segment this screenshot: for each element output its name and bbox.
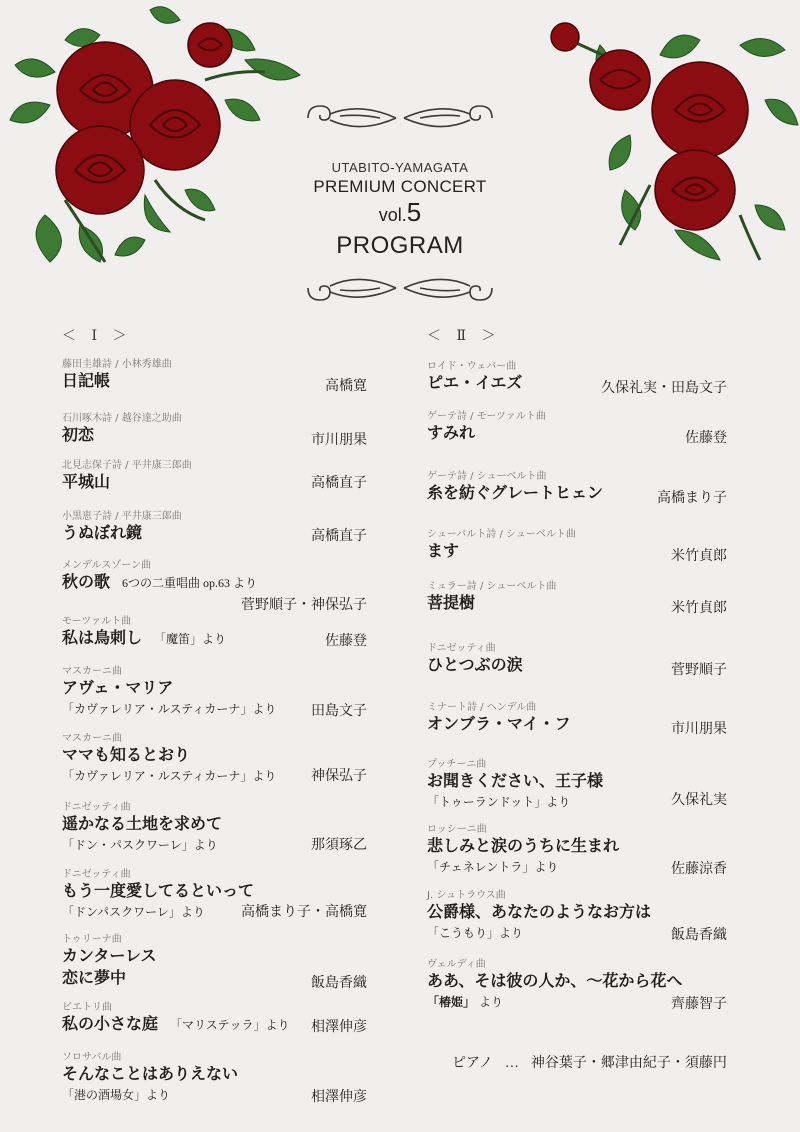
song-title: 菩提樹: [427, 595, 476, 612]
song-title: 悲しみと涙のうちに生まれ: [427, 838, 620, 855]
item-credit: 北見志保子詩 / 平井康三郎曲: [62, 460, 192, 471]
song-title: 遥かなる土地を求めて: [62, 816, 223, 833]
program-item: [62, 358, 367, 393]
item-credit: ヴェルディ曲: [427, 959, 486, 970]
song-title: 公爵様、あなたのようなお方は: [427, 904, 652, 921]
item-credit: ソロサバル曲: [62, 1052, 122, 1063]
performer: 米竹貞郎: [671, 601, 727, 616]
part-1-label: ＜ Ⅰ ＞: [62, 329, 133, 344]
piano-label: ピアノ: [452, 1056, 493, 1071]
performer: 高橋直子: [311, 476, 367, 491]
program-item: [427, 823, 727, 876]
song-title: そんなことはありえない: [62, 1066, 239, 1083]
song-title: ひとつぶの涙: [427, 657, 523, 674]
performer: 高橋まり子・高橋寛: [241, 905, 367, 920]
volume-label: [250, 197, 550, 228]
performer: 市川朋果: [671, 722, 727, 737]
ornamental-flourish-bottom-icon: [300, 270, 500, 306]
performer: 飯島香織: [671, 928, 727, 943]
item-credit: ビエトリ曲: [62, 1002, 112, 1013]
song-title-2: 恋に夢中: [62, 970, 127, 987]
item-credit: シューバルト詩 / シューベルト曲: [427, 529, 576, 540]
song-title: もう一度愛してるといって: [62, 883, 255, 900]
song-source: 「トゥーランドット」より: [427, 795, 571, 809]
performer: 田島文子: [311, 704, 367, 719]
performer: 相澤伸彦: [311, 1020, 367, 1035]
performer: 久保礼実: [671, 793, 727, 808]
song-source: 「ドン・パスクワーレ」より: [62, 838, 218, 852]
song-source: 「カヴァレリア・ルスティカーナ」より: [62, 769, 277, 783]
item-credit: マスカーニ曲: [62, 733, 122, 744]
organizer-name: UTABITO-YAMAGATA: [331, 160, 469, 175]
performer: 菅野順子・神保弘子: [241, 598, 367, 613]
rose-cluster-right-icon: [540, 15, 800, 270]
song-source-opera: 「椿姫」: [427, 995, 476, 1009]
program-item: [62, 801, 367, 854]
program-item: [62, 1051, 367, 1104]
concert-name: PREMIUM CONCERT: [313, 177, 487, 196]
item-credit: ゲーテ詩 / モーツァルト曲: [427, 411, 546, 422]
part-2-label: ＜ Ⅱ ＞: [427, 329, 502, 344]
item-credit: 藤田圭雄詩 / 小林秀雄曲: [62, 359, 172, 370]
performer: 神保弘子: [311, 769, 367, 784]
item-credit: ゲーテ詩 / シューベルト曲: [427, 471, 547, 482]
program-item: [427, 580, 727, 615]
item-credit: マスカーニ曲: [62, 666, 122, 677]
program-item: [62, 1001, 367, 1036]
program-item: [62, 459, 367, 494]
song-source: 「こうもり」より: [427, 926, 524, 940]
program-item: [427, 701, 727, 736]
song-title: うぬぼれ鏡: [62, 525, 143, 542]
song-title: 私は鳥刺し: [62, 630, 143, 647]
song-title: ママも知るとおり: [62, 747, 191, 764]
performer: 相澤伸彦: [311, 1090, 367, 1105]
song-title: 平城山: [62, 474, 111, 491]
piano-separator: …: [504, 1056, 519, 1071]
song-title: カンターレス: [62, 948, 157, 965]
program-item: [427, 889, 727, 942]
program-item: [62, 559, 367, 616]
performer: 米竹貞郎: [671, 549, 727, 564]
song-title: アヴェ・マリア: [62, 680, 174, 697]
performer: 飯島香織: [311, 976, 367, 991]
song-source: 「港の酒場女」より: [62, 1088, 171, 1102]
program-part-1: [62, 325, 367, 1105]
performer: 高橋まり子: [657, 491, 727, 506]
program-item: [427, 758, 727, 811]
song-title: オンブラ・マイ・フ: [427, 716, 571, 733]
item-credit: ミナート詩 / ヘンデル曲: [427, 702, 537, 713]
program-part-2: [427, 325, 727, 1012]
song-title: ます: [427, 543, 460, 560]
item-credit: ロイド・ウェバー曲: [427, 361, 517, 372]
item-credit: ドニゼッティ曲: [427, 643, 496, 654]
song-title: ピエ・イエズ: [427, 375, 523, 392]
piano-names: 神谷葉子・郷津由紀子・須藤円: [530, 1056, 727, 1071]
song-source: 6つの二重唱曲 op.63 より: [122, 576, 258, 590]
song-title: 日記帳: [62, 373, 111, 390]
song-source: 「マリステッラ」より: [170, 1018, 290, 1032]
song-source: 「ドンパスクワーレ」より: [62, 905, 205, 919]
song-title: ああ、そは彼の人か、～花から花へ: [427, 973, 683, 990]
program-item: [427, 410, 727, 445]
program-heading: PROGRAM: [336, 232, 464, 259]
performer: 那須琢乙: [311, 838, 367, 853]
program-item: [427, 958, 727, 1011]
program-item: [62, 412, 367, 447]
item-credit: ドニゼッティ曲: [62, 869, 131, 880]
volume-prefix: vol.: [378, 205, 407, 225]
program-item: [62, 665, 367, 718]
performer: 佐藤涼香: [671, 862, 727, 877]
song-source: 「チェネレントラ」より: [427, 860, 559, 874]
program-item: [62, 868, 367, 921]
song-source: 「カヴァレリア・ルスティカーナ」より: [62, 702, 277, 716]
item-credit: モーツァルト曲: [62, 616, 132, 627]
title-block: [250, 160, 550, 260]
song-source: 「魔笛」より: [154, 632, 227, 646]
song-source-suffix: より: [479, 995, 504, 1009]
song-title: すみれ: [427, 425, 476, 442]
song-title: 秋の歌: [62, 574, 111, 591]
performer: 齊藤智子: [671, 997, 727, 1012]
performer: 菅野順子: [671, 663, 727, 678]
item-credit: トゥリーナ曲: [62, 934, 122, 945]
program-item: [427, 360, 727, 395]
item-credit: 石川啄木詩 / 越谷達之助曲: [62, 413, 182, 424]
item-credit: ミュラー詩 / シューベルト曲: [427, 581, 557, 592]
song-title: 私の小さな庭: [62, 1016, 159, 1033]
item-credit: プッチーニ曲: [427, 759, 487, 770]
program-item: [427, 470, 727, 505]
piano-accompanists: [452, 1052, 727, 1072]
performer: 佐藤登: [685, 431, 727, 446]
item-credit: メンデルスゾーン曲: [62, 560, 151, 571]
performer: 高橋直子: [311, 529, 367, 544]
song-title: 糸を紡ぐグレートヒェン: [427, 485, 604, 502]
song-title: 初恋: [62, 427, 95, 444]
item-credit: J. シュトラウス曲: [427, 890, 506, 901]
program-item: [427, 528, 727, 563]
item-credit: ロッシーニ曲: [427, 824, 487, 835]
volume-number: 5: [406, 197, 422, 227]
program-item: [62, 732, 367, 785]
program-item: [62, 510, 367, 545]
performer: 佐藤登: [325, 634, 367, 649]
program-item: [62, 933, 367, 990]
item-credit: ドニゼッティ曲: [62, 802, 131, 813]
performer: 久保礼実・田島文子: [601, 381, 727, 396]
performer: 市川朋果: [311, 433, 367, 448]
ornamental-flourish-top-icon: [300, 100, 500, 136]
song-title: お聞きください、王子様: [427, 773, 604, 790]
item-credit: 小黒恵子詩 / 平井康三郎曲: [62, 511, 182, 522]
program-item: [427, 642, 727, 677]
performer: 高橋寛: [325, 379, 367, 394]
program-item: [62, 615, 367, 650]
